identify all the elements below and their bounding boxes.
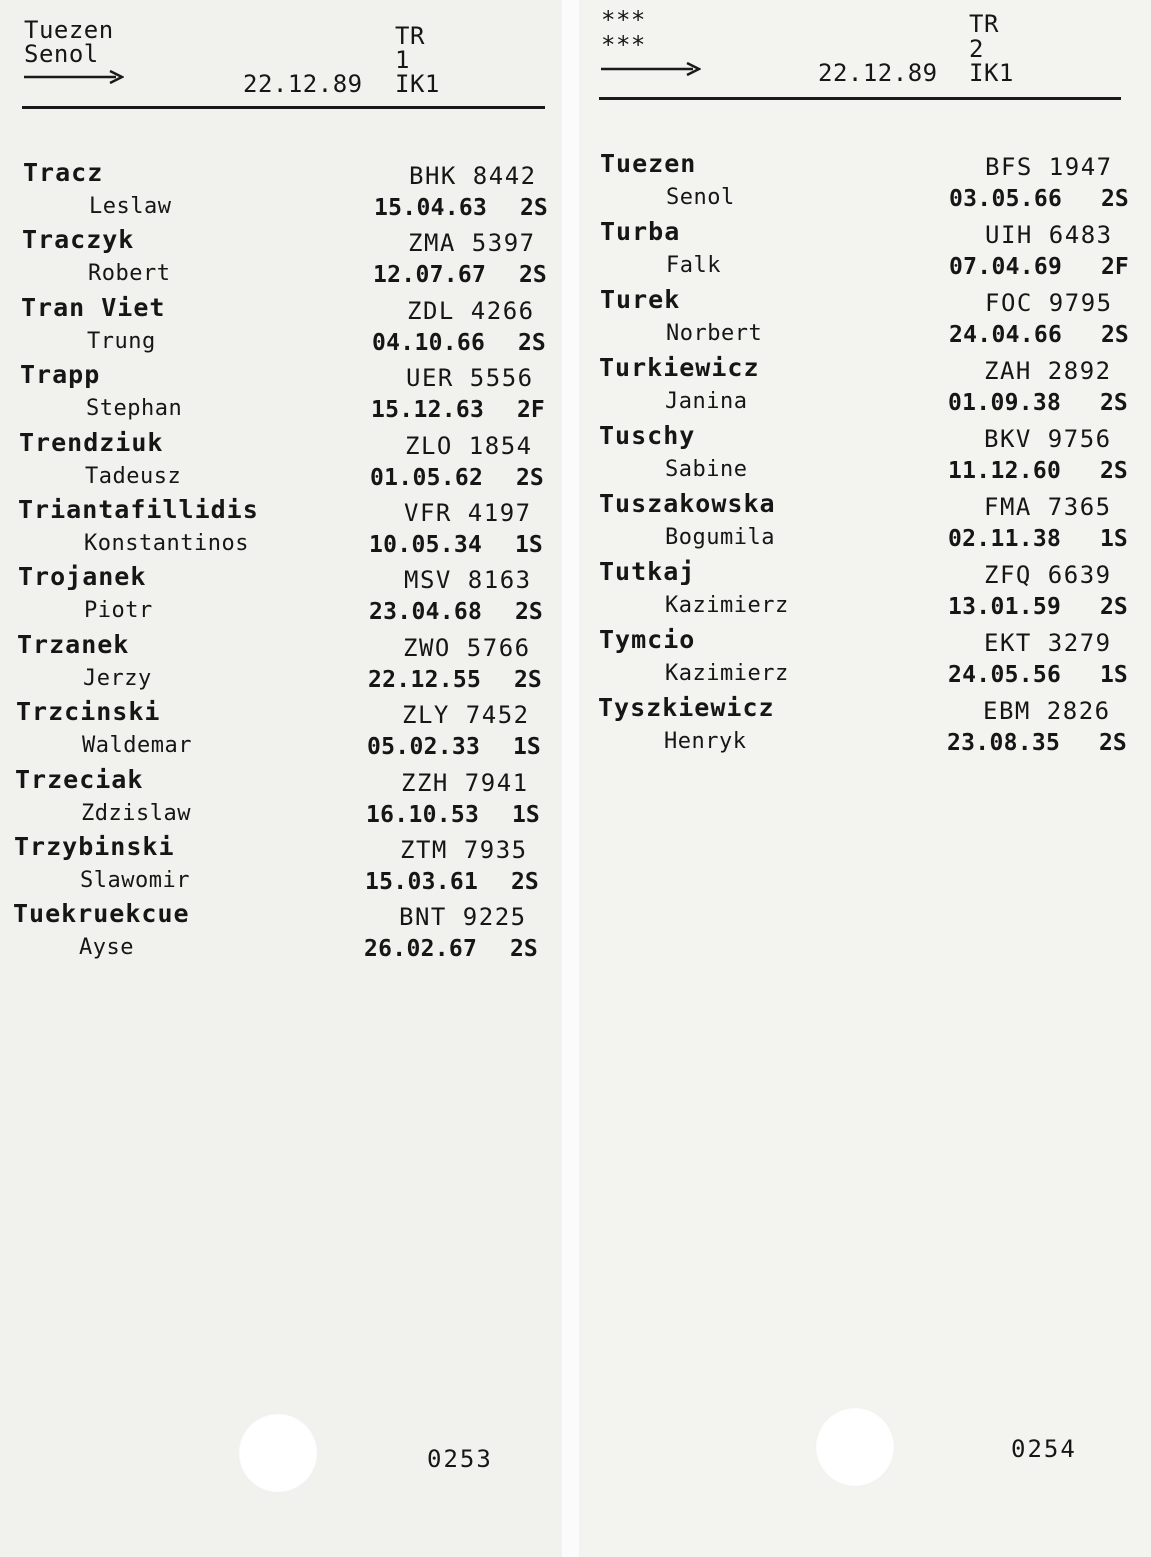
birth-date: 02.11.38 xyxy=(948,526,1062,552)
record-code: FMA 7365 xyxy=(984,493,1112,521)
birth-date: 24.04.66 xyxy=(949,322,1063,348)
card-gap xyxy=(562,0,579,1557)
surname: Turek xyxy=(600,285,681,314)
class-code: 1S xyxy=(1100,526,1128,552)
birth-date: 10.05.34 xyxy=(369,532,483,558)
birth-date: 22.12.55 xyxy=(368,666,482,693)
header-marker: IK1 xyxy=(395,70,440,98)
record-code: ZMA 5397 xyxy=(408,229,536,258)
record-code: UIH 6483 xyxy=(985,221,1113,249)
firstname: Slawomir xyxy=(80,868,190,893)
header-number: 1 xyxy=(395,46,410,74)
record-code: ZLY 7452 xyxy=(402,701,530,730)
firstname: Stephan xyxy=(86,396,183,422)
class-code: 2S xyxy=(1100,458,1128,484)
birth-date: 01.05.62 xyxy=(370,464,484,491)
class-code: 2S xyxy=(1100,594,1128,620)
firstname: Robert xyxy=(88,261,171,287)
list-item xyxy=(0,899,562,966)
record-code: ZDL 4266 xyxy=(407,296,535,325)
header-line2: *** xyxy=(601,31,646,59)
firstname: Norbert xyxy=(666,321,763,346)
class-code: 2S xyxy=(515,599,543,626)
index-card-right xyxy=(579,0,1151,1557)
header-line1: *** xyxy=(601,6,646,34)
surname: Tymcio xyxy=(599,625,696,654)
class-code: 2F xyxy=(517,397,545,424)
card-number: 0254 xyxy=(1011,1435,1077,1463)
surname: Tuekruekcue xyxy=(13,899,190,929)
record-code: FOC 9795 xyxy=(985,289,1113,317)
list-item xyxy=(0,630,562,697)
birth-date: 11.12.60 xyxy=(948,458,1062,484)
birth-date: 15.03.61 xyxy=(365,869,479,895)
list-item xyxy=(579,149,1151,216)
list-item xyxy=(0,562,562,629)
punch-hole xyxy=(815,1407,895,1487)
firstname: Jerzy xyxy=(83,665,152,691)
firstname: Janina xyxy=(665,389,748,414)
birth-date: 03.05.66 xyxy=(949,186,1063,212)
firstname: Kazimierz xyxy=(665,661,789,686)
record-code: ZWO 5766 xyxy=(403,633,531,662)
list-item xyxy=(579,557,1151,624)
class-code: 2S xyxy=(518,329,546,356)
header-date: 22.12.89 xyxy=(818,59,938,87)
birth-date: 16.10.53 xyxy=(366,801,480,828)
class-code: 1S xyxy=(515,532,543,558)
header-rule xyxy=(22,106,545,109)
record-code: UER 5556 xyxy=(406,364,534,393)
list-item xyxy=(579,421,1151,488)
birth-date: 15.12.63 xyxy=(371,397,485,424)
header-number: 2 xyxy=(969,35,984,63)
class-code: 2S xyxy=(516,464,544,491)
list-item xyxy=(0,697,562,764)
surname: Trzanek xyxy=(17,629,130,659)
surname: Tutkaj xyxy=(599,557,696,586)
arrow-icon xyxy=(601,62,701,76)
firstname: Zdzislaw xyxy=(81,800,191,826)
header-rule xyxy=(599,97,1121,100)
firstname: Henryk xyxy=(664,729,747,754)
birth-date: 07.04.69 xyxy=(949,254,1063,280)
surname: Triantafillidis xyxy=(18,495,259,524)
birth-date: 04.10.66 xyxy=(372,329,486,356)
firstname: Konstantinos xyxy=(84,531,249,556)
list-item xyxy=(579,625,1151,692)
list-item xyxy=(579,353,1151,420)
list-item xyxy=(0,832,562,899)
class-code: 2S xyxy=(1099,730,1127,756)
record-code: ZTM 7935 xyxy=(400,836,528,864)
firstname: Piotr xyxy=(84,598,153,624)
birth-date: 01.09.38 xyxy=(948,390,1062,416)
firstname: Falk xyxy=(666,253,721,278)
header-date: 22.12.89 xyxy=(243,70,363,98)
firstname: Sabine xyxy=(665,457,748,482)
list-item xyxy=(0,225,562,292)
class-code: 2S xyxy=(1100,390,1128,416)
firstname: Tadeusz xyxy=(85,463,182,489)
record-code: ZLO 1854 xyxy=(405,431,533,460)
firstname: Ayse xyxy=(79,935,134,961)
card-number: 0253 xyxy=(427,1445,493,1473)
surname: Trendziuk xyxy=(19,427,164,457)
record-code: EKT 3279 xyxy=(984,629,1112,657)
surname: Trzeciak xyxy=(15,764,144,794)
surname: Tuszakowska xyxy=(599,489,776,518)
surname: Tran Viet xyxy=(21,292,166,322)
birth-date: 12.07.67 xyxy=(373,262,487,289)
class-code: 2S xyxy=(1101,322,1129,348)
birth-date: 15.04.63 xyxy=(374,195,488,221)
list-item xyxy=(0,495,562,562)
class-code: 1S xyxy=(513,734,541,761)
surname: Tyszkiewicz xyxy=(598,693,775,722)
header-line1: Tuezen xyxy=(24,16,114,44)
surname: Trojanek xyxy=(18,562,147,592)
class-code: 2S xyxy=(510,936,538,963)
record-code: BFS 1947 xyxy=(985,153,1113,181)
record-code: ZZH 7941 xyxy=(401,768,529,797)
firstname: Waldemar xyxy=(82,733,192,759)
class-code: 1S xyxy=(512,801,540,828)
list-item xyxy=(579,217,1151,284)
list-item xyxy=(579,693,1151,760)
surname: Tuschy xyxy=(599,421,696,450)
class-code: 2S xyxy=(519,262,547,289)
record-code: EBM 2826 xyxy=(983,697,1111,725)
class-code: 2F xyxy=(1101,254,1129,280)
birth-date: 23.08.35 xyxy=(947,730,1061,756)
birth-date: 26.02.67 xyxy=(364,936,478,963)
list-item xyxy=(579,489,1151,556)
surname: Trapp xyxy=(20,360,101,390)
class-code: 2S xyxy=(520,195,548,221)
punch-hole xyxy=(238,1413,318,1493)
birth-date: 24.05.56 xyxy=(948,662,1062,688)
surname: Traczyk xyxy=(22,225,135,255)
header-code: TR xyxy=(969,10,999,38)
surname: Tracz xyxy=(23,158,104,187)
surname: Trzcinski xyxy=(16,697,161,727)
firstname: Trung xyxy=(87,328,156,354)
record-code: BKV 9756 xyxy=(984,425,1112,453)
header-code: TR xyxy=(395,22,425,50)
record-code: BNT 9225 xyxy=(399,903,527,932)
firstname: Kazimierz xyxy=(665,593,789,618)
record-code: MSV 8163 xyxy=(404,566,532,595)
record-code: ZFQ 6639 xyxy=(984,561,1112,589)
class-code: 2S xyxy=(511,869,539,895)
list-item xyxy=(0,765,562,832)
list-item xyxy=(0,158,562,225)
birth-date: 23.04.68 xyxy=(369,599,483,626)
record-code: BHK 8442 xyxy=(409,162,537,190)
list-item xyxy=(0,360,562,427)
firstname: Leslaw xyxy=(89,194,172,219)
class-code: 2S xyxy=(1101,186,1129,212)
list-item xyxy=(579,285,1151,352)
record-code: ZAH 2892 xyxy=(984,357,1112,385)
class-code: 1S xyxy=(1100,662,1128,688)
birth-date: 05.02.33 xyxy=(367,734,481,761)
surname: Trzybinski xyxy=(14,832,175,861)
firstname: Bogumila xyxy=(665,525,775,550)
surname: Tuezen xyxy=(600,149,697,178)
index-card-left xyxy=(0,0,562,1557)
surname: Turkiewicz xyxy=(599,353,760,382)
surname: Turba xyxy=(600,217,681,246)
header-marker: IK1 xyxy=(969,59,1014,87)
birth-date: 13.01.59 xyxy=(948,594,1062,620)
class-code: 2S xyxy=(514,666,542,693)
firstname: Senol xyxy=(666,185,735,210)
list-item xyxy=(0,293,562,360)
header-line2: Senol xyxy=(24,40,99,68)
list-item xyxy=(0,428,562,495)
arrow-icon xyxy=(24,70,124,84)
record-code: VFR 4197 xyxy=(404,499,532,527)
